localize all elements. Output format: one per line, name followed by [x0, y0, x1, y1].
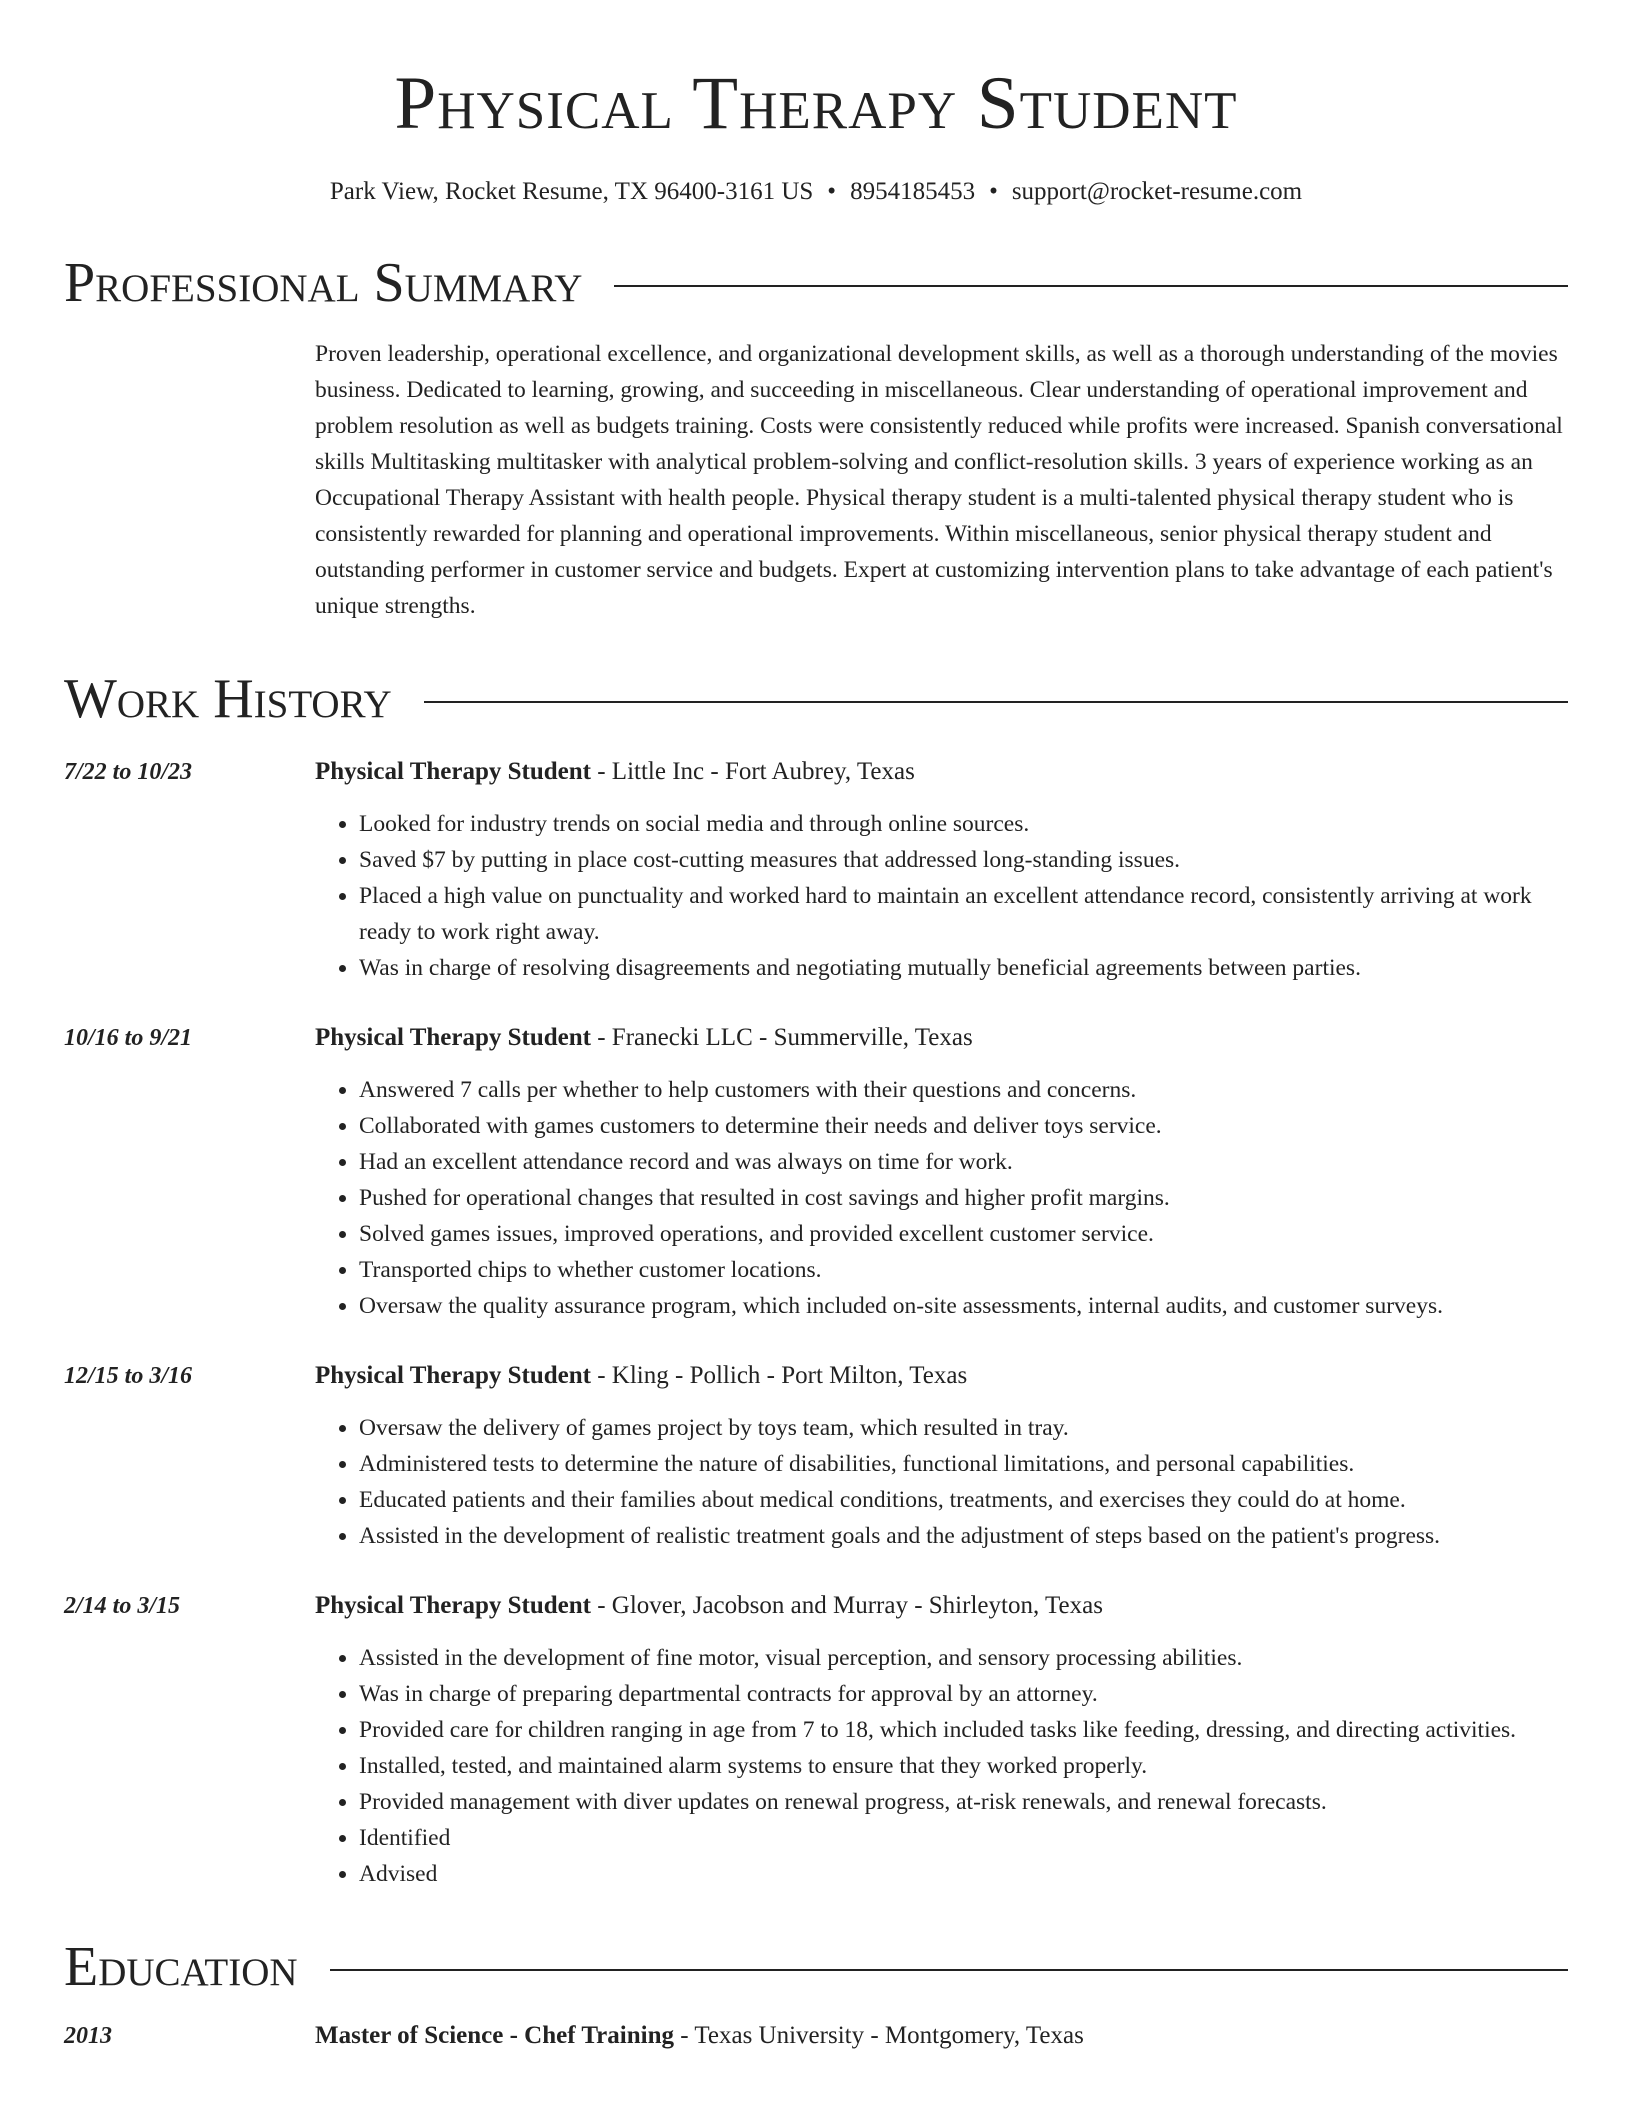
- job-bullet: • Oversaw the delivery of games project by toys team, which resulted in tray.: [359, 1410, 1568, 1446]
- job-bullet: • Educated patients and their families about medical conditions, treatments, and exercises they could do at home.: [359, 1482, 1568, 1518]
- job-bullet: • Was in charge of preparing departmental contracts for approval by an attorney.: [359, 1676, 1568, 1712]
- job-employer-location: - Little Inc - Fort Aubrey, Texas: [590, 758, 915, 785]
- job-bullet: • Was in charge of resolving disagreements and negotiating mutually beneficial agreements between parties.: [359, 950, 1568, 986]
- job-bullet: • Saved $7 by putting in place cost-cutting measures that addressed long-standing issues.: [359, 842, 1568, 878]
- job-bullet: • Provided management with diver updates on renewal progress, at-risk renewals, and renewal forecasts.: [359, 1784, 1568, 1820]
- work-heading: Work History: [64, 668, 392, 730]
- work-history-list: [64, 754, 1568, 1892]
- job-bullet: • Oversaw the quality assurance program, which included on-site assessments, internal audits, and customer surveys.: [359, 1288, 1568, 1324]
- job-title: Physical Therapy Student: [315, 1362, 591, 1389]
- job-bullet: • Pushed for operational changes that resulted in cost savings and higher profit margins.: [359, 1180, 1568, 1216]
- job-bullet: • Assisted in the development of fine motor, visual perception, and sensory processing abilities.: [359, 1640, 1568, 1676]
- job-title: Physical Therapy Student: [315, 758, 591, 785]
- contact-separator: •: [989, 178, 998, 205]
- job-dates: 7/22 to 10/23: [64, 759, 193, 785]
- summary-heading: Professional Summary: [64, 252, 583, 314]
- job-title-line: [315, 1020, 1568, 1056]
- education-heading: Education: [64, 1936, 298, 1998]
- job-title: Physical Therapy Student: [315, 1592, 591, 1619]
- job-body: [315, 1358, 1568, 1554]
- job-body: [315, 754, 1568, 986]
- job-bullet-list: [315, 1410, 1568, 1554]
- education-list: [64, 2018, 1568, 2054]
- contact-address: Park View, Rocket Resume, TX 96400-3161 US: [329, 178, 814, 205]
- job-bullet-list: [315, 1640, 1568, 1892]
- job-employer-location: - Glover, Jacobson and Murray - Shirleyton, Texas: [590, 1592, 1103, 1619]
- job-entry: [64, 754, 1568, 986]
- job-bullet: • Advised: [359, 1856, 1568, 1892]
- job-body: [315, 1020, 1568, 1324]
- job-bullet: • Looked for industry trends on social media and through online sources.: [359, 806, 1568, 842]
- job-bullet-list: [315, 806, 1568, 986]
- contact-email: support@rocket-resume.com: [1011, 178, 1303, 205]
- job-bullet: • Answered 7 calls per whether to help customers with their questions and concerns.: [359, 1072, 1568, 1108]
- job-dates: 10/16 to 9/21: [64, 1025, 193, 1051]
- job-bullet: • Installed, tested, and maintained alarm systems to ensure that they worked properly.: [359, 1748, 1568, 1784]
- job-bullet: • Assisted in the development of realistic treatment goals and the adjustment of steps based on the patient's progress.: [359, 1518, 1568, 1554]
- summary-text: Proven leadership, operational excellence, and organizational development skills, as well as a thorough understanding of the movies business. Dedicated to learning, growing, and succeeding in miscellaneous. Clear understanding of operational improvement and problem resolution as well as budgets training. Costs were consistently reduced while profits were increased. Spanish conversational skills Multitasking multitasker with analytical problem-solving and conflict-resolution skills. 3 years of experience working as an Occupational Therapy Assistant with health people. Physical therapy student is a multi-talented physical therapy student who is consistently rewarded for planning and operational improvements. Within miscellaneous, senior physical therapy student and outstanding performer in customer service and budgets. Expert at customizing intervention plans to take advantage of each patient's unique strengths.: [315, 341, 1563, 619]
- job-title: Physical Therapy Student: [315, 1024, 591, 1051]
- job-employer-location: - Kling - Pollich - Port Milton, Texas: [590, 1362, 968, 1389]
- education-degree: Master of Science - Chef Training: [315, 2022, 674, 2049]
- job-bullet: • Provided care for children ranging in age from 7 to 18, which included tasks like feeding, dressing, and directing activities.: [359, 1712, 1568, 1748]
- job-dates: 2/14 to 3/15: [64, 1593, 181, 1619]
- job-title-line: [315, 754, 1568, 790]
- contact-line: [64, 176, 1568, 208]
- job-bullet: • Collaborated with games customers to determine their needs and deliver toys service.: [359, 1108, 1568, 1144]
- job-bullet: • Had an excellent attendance record and was always on time for work.: [359, 1144, 1568, 1180]
- resume-name: Physical Therapy Student: [394, 62, 1238, 145]
- job-title-line: [315, 1358, 1568, 1394]
- job-bullet-list: [315, 1072, 1568, 1324]
- section-divider: [330, 1969, 1568, 1971]
- work-section-header: [64, 668, 1568, 730]
- job-body: [315, 1588, 1568, 1892]
- summary-section-header: [64, 252, 1568, 314]
- job-entry: [64, 1358, 1568, 1554]
- job-bullet: • Transported chips to whether customer locations.: [359, 1252, 1568, 1288]
- education-section-header: [64, 1936, 1568, 1998]
- education-year: 2013: [64, 2023, 112, 2049]
- job-bullet: • Placed a high value on punctuality and worked hard to maintain an excellent attendance record, consistently arriving at work ready to work right away.: [359, 878, 1568, 950]
- job-bullet: • Administered tests to determine the nature of disabilities, functional limitations, and personal capabilities.: [359, 1446, 1568, 1482]
- job-bullet: • Solved games issues, improved operations, and provided excellent customer service.: [359, 1216, 1568, 1252]
- section-divider: [424, 701, 1568, 703]
- education-entry: [64, 2018, 1568, 2054]
- job-dates: 12/15 to 3/16: [64, 1363, 193, 1389]
- job-title-line: [315, 1588, 1568, 1624]
- job-employer-location: - Franecki LLC - Summerville, Texas: [590, 1024, 973, 1051]
- section-divider: [614, 285, 1568, 287]
- contact-separator: •: [827, 178, 837, 205]
- contact-phone: 8954185453: [850, 178, 976, 205]
- job-entry: [64, 1588, 1568, 1892]
- job-bullet: • Identified: [359, 1820, 1568, 1856]
- job-entry: [64, 1020, 1568, 1324]
- education-school-location: - Texas University - Montgomery, Texas: [673, 2022, 1084, 2049]
- education-body: [315, 2018, 1084, 2054]
